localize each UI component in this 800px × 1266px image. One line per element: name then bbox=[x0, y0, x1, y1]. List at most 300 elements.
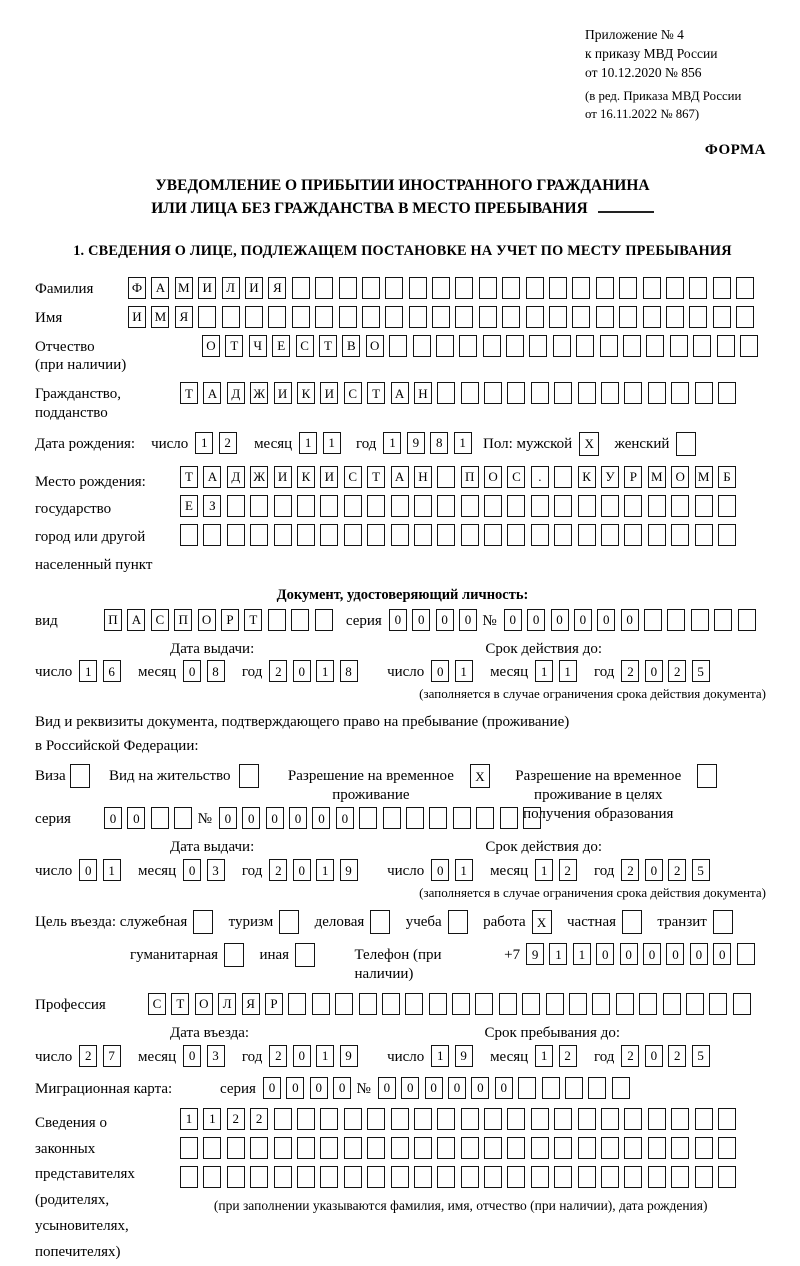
birthplace-row2-input-cell[interactable] bbox=[274, 495, 292, 517]
citizenship-input-cell[interactable] bbox=[484, 382, 502, 404]
legal-reps-row3-input-cell[interactable] bbox=[344, 1166, 362, 1188]
given-name-input-cell[interactable] bbox=[315, 306, 333, 328]
res-doc-number-input-cell[interactable]: 0 bbox=[312, 807, 330, 829]
legal-reps-row3-input-cell[interactable] bbox=[461, 1166, 479, 1188]
given-name-input-cell[interactable] bbox=[479, 306, 497, 328]
profession-input-cell[interactable] bbox=[709, 993, 727, 1015]
birthplace-row3-input-cell[interactable] bbox=[180, 524, 198, 546]
legal-reps-row1-input-cell[interactable]: 1 bbox=[203, 1108, 221, 1130]
id-doc-number-input-cell[interactable] bbox=[691, 609, 709, 631]
mig-card-number-input-cell[interactable]: 0 bbox=[471, 1077, 489, 1099]
surname-input-cell[interactable] bbox=[713, 277, 731, 299]
patronymic-input-cell[interactable] bbox=[483, 335, 501, 357]
res-doc-number-input[interactable] bbox=[219, 807, 546, 829]
stay-month-input-cell[interactable]: 1 bbox=[535, 1045, 553, 1067]
birthplace-row2-input-cell[interactable] bbox=[227, 495, 245, 517]
profession-input-cell[interactable] bbox=[382, 993, 400, 1015]
legal-reps-row3-input-cell[interactable] bbox=[227, 1166, 245, 1188]
legal-reps-row1-input-cell[interactable] bbox=[367, 1108, 385, 1130]
given-name-input-cell[interactable] bbox=[245, 306, 263, 328]
birthplace-row2-input-cell[interactable] bbox=[578, 495, 596, 517]
surname-input-cell[interactable] bbox=[619, 277, 637, 299]
birthplace-row2-input-cell[interactable] bbox=[250, 495, 268, 517]
legal-reps-row2-input-cell[interactable] bbox=[367, 1137, 385, 1159]
birthplace-row1-input-cell[interactable]: У bbox=[601, 466, 619, 488]
birthplace-row3-input-cell[interactable] bbox=[274, 524, 292, 546]
id-issue-day-input-cell[interactable]: 6 bbox=[103, 660, 121, 682]
id-doc-number-input[interactable] bbox=[504, 609, 761, 631]
birthplace-row1-input[interactable] bbox=[180, 466, 741, 488]
res-doc-series-input[interactable] bbox=[104, 807, 198, 829]
given-name-input-cell[interactable] bbox=[268, 306, 286, 328]
entry-day-input[interactable] bbox=[79, 1045, 126, 1067]
id-doc-number-input-cell[interactable] bbox=[644, 609, 662, 631]
sex-female-checkbox-cell[interactable] bbox=[676, 432, 696, 456]
legal-reps-row3-input-cell[interactable] bbox=[297, 1166, 315, 1188]
phone-number-input-cell[interactable]: 0 bbox=[643, 943, 661, 965]
phone-number-input-cell[interactable]: 9 bbox=[526, 943, 544, 965]
citizenship-input-cell[interactable] bbox=[578, 382, 596, 404]
sex-male-checkbox-cell[interactable]: X bbox=[579, 432, 599, 456]
legal-reps-row1-input-cell[interactable] bbox=[624, 1108, 642, 1130]
birthplace-row3-input-cell[interactable] bbox=[320, 524, 338, 546]
legal-reps-row1-input-cell[interactable]: 2 bbox=[250, 1108, 268, 1130]
mig-card-number-input-cell[interactable]: 0 bbox=[378, 1077, 396, 1099]
id-valid-month-input-cell[interactable]: 1 bbox=[559, 660, 577, 682]
id-doc-series-input-cell[interactable]: 0 bbox=[436, 609, 454, 631]
surname-input-cell[interactable] bbox=[666, 277, 684, 299]
legal-reps-row1-input-cell[interactable] bbox=[297, 1108, 315, 1130]
id-doc-number-input-cell[interactable]: 0 bbox=[574, 609, 592, 631]
given-name-input-cell[interactable] bbox=[549, 306, 567, 328]
birth-month-input-cell[interactable]: 1 bbox=[299, 432, 317, 454]
given-name-input-cell[interactable] bbox=[572, 306, 590, 328]
entry-year-input-cell[interactable]: 9 bbox=[340, 1045, 358, 1067]
citizenship-input-cell[interactable]: Т bbox=[180, 382, 198, 404]
legal-reps-row1-input-cell[interactable] bbox=[648, 1108, 666, 1130]
id-doc-number-input-cell[interactable]: 0 bbox=[621, 609, 639, 631]
entry-month-input-cell[interactable]: 0 bbox=[183, 1045, 201, 1067]
birthplace-row3-input-cell[interactable] bbox=[484, 524, 502, 546]
id-doc-series-input-cell[interactable]: 0 bbox=[412, 609, 430, 631]
patronymic-input-cell[interactable] bbox=[389, 335, 407, 357]
res-issue-year-input-cell[interactable]: 1 bbox=[316, 859, 334, 881]
purpose-work-checkbox[interactable] bbox=[532, 910, 557, 934]
birth-year-input[interactable] bbox=[383, 432, 477, 454]
stay-year-input-cell[interactable]: 5 bbox=[692, 1045, 710, 1067]
patronymic-input-cell[interactable] bbox=[413, 335, 431, 357]
surname-input-cell[interactable] bbox=[362, 277, 380, 299]
res-doc-number-input-cell[interactable] bbox=[429, 807, 447, 829]
patronymic-input-cell[interactable]: Т bbox=[225, 335, 243, 357]
entry-year-input[interactable] bbox=[269, 1045, 363, 1067]
id-valid-year-input-cell[interactable]: 2 bbox=[621, 660, 639, 682]
purpose-other-checkbox[interactable] bbox=[295, 943, 320, 967]
birthplace-row1-input-cell[interactable]: П bbox=[461, 466, 479, 488]
res-issue-day-input-cell[interactable]: 0 bbox=[79, 859, 97, 881]
profession-input-cell[interactable] bbox=[592, 993, 610, 1015]
legal-reps-row2-input-cell[interactable] bbox=[461, 1137, 479, 1159]
res-doc-number-input-cell[interactable] bbox=[476, 807, 494, 829]
patronymic-input-cell[interactable]: О bbox=[202, 335, 220, 357]
birthplace-row3-input-cell[interactable] bbox=[437, 524, 455, 546]
birthplace-row1-input-cell[interactable]: Д bbox=[227, 466, 245, 488]
birth-year-input-cell[interactable]: 8 bbox=[430, 432, 448, 454]
legal-reps-row1-input-cell[interactable] bbox=[484, 1108, 502, 1130]
purpose-business-checkbox[interactable] bbox=[370, 910, 395, 934]
mig-card-number-input[interactable] bbox=[378, 1077, 635, 1099]
legal-reps-row3-input-cell[interactable] bbox=[648, 1166, 666, 1188]
purpose-tourism-checkbox-cell[interactable] bbox=[279, 910, 299, 934]
profession-input-cell[interactable] bbox=[569, 993, 587, 1015]
birthplace-row3-input-cell[interactable] bbox=[507, 524, 525, 546]
profession-input-cell[interactable] bbox=[335, 993, 353, 1015]
id-issue-year-input-cell[interactable]: 1 bbox=[316, 660, 334, 682]
profession-input-cell[interactable]: Р bbox=[265, 993, 283, 1015]
entry-year-input-cell[interactable]: 0 bbox=[293, 1045, 311, 1067]
given-name-input-cell[interactable] bbox=[526, 306, 544, 328]
birthplace-row1-input-cell[interactable]: И bbox=[274, 466, 292, 488]
birthplace-row3-input-cell[interactable] bbox=[624, 524, 642, 546]
res-issue-year-input[interactable] bbox=[269, 859, 363, 881]
res-doc-number-input-cell[interactable] bbox=[383, 807, 401, 829]
legal-reps-row3-input[interactable] bbox=[180, 1166, 741, 1188]
birthplace-row3-input-cell[interactable] bbox=[695, 524, 713, 546]
legal-reps-row2-input-cell[interactable] bbox=[624, 1137, 642, 1159]
citizenship-input-cell[interactable] bbox=[624, 382, 642, 404]
profession-input-cell[interactable] bbox=[475, 993, 493, 1015]
legal-reps-row1-input-cell[interactable]: 1 bbox=[180, 1108, 198, 1130]
birthplace-row3-input-cell[interactable] bbox=[578, 524, 596, 546]
profession-input-cell[interactable] bbox=[405, 993, 423, 1015]
surname-input-cell[interactable] bbox=[455, 277, 473, 299]
id-issue-year-input-cell[interactable]: 8 bbox=[340, 660, 358, 682]
surname-input-cell[interactable]: М bbox=[175, 277, 193, 299]
birthplace-row2-input-cell[interactable] bbox=[695, 495, 713, 517]
legal-reps-row2-input-cell[interactable] bbox=[695, 1137, 713, 1159]
res-issue-day-input-cell[interactable]: 1 bbox=[103, 859, 121, 881]
id-issue-month-input-cell[interactable]: 8 bbox=[207, 660, 225, 682]
birthplace-row2-input-cell[interactable] bbox=[437, 495, 455, 517]
mig-card-number-input-cell[interactable] bbox=[612, 1077, 630, 1099]
res-doc-series-input-cell[interactable] bbox=[151, 807, 169, 829]
surname-input-cell[interactable] bbox=[339, 277, 357, 299]
profession-input-cell[interactable] bbox=[499, 993, 517, 1015]
birthplace-row3-input-cell[interactable] bbox=[227, 524, 245, 546]
surname-input-cell[interactable]: Ф bbox=[128, 277, 146, 299]
sex-male-checkbox[interactable] bbox=[579, 432, 604, 456]
phone-number-input-cell[interactable]: 0 bbox=[620, 943, 638, 965]
id-issue-day-input-cell[interactable]: 1 bbox=[79, 660, 97, 682]
surname-input-cell[interactable] bbox=[385, 277, 403, 299]
surname-input-cell[interactable] bbox=[572, 277, 590, 299]
res-valid-month-input[interactable] bbox=[535, 859, 582, 881]
birthplace-row1-input-cell[interactable]: А bbox=[203, 466, 221, 488]
id-issue-year-input-cell[interactable]: 2 bbox=[269, 660, 287, 682]
residence-permit-checkbox-cell[interactable] bbox=[239, 764, 259, 788]
citizenship-input-cell[interactable] bbox=[671, 382, 689, 404]
legal-reps-row2-input-cell[interactable] bbox=[180, 1137, 198, 1159]
profession-input-cell[interactable]: О bbox=[195, 993, 213, 1015]
citizenship-input-cell[interactable]: И bbox=[320, 382, 338, 404]
legal-reps-row2-input-cell[interactable] bbox=[601, 1137, 619, 1159]
id-doc-type-input-cell[interactable]: П bbox=[104, 609, 122, 631]
res-doc-series-input-cell[interactable] bbox=[174, 807, 192, 829]
id-valid-year-input-cell[interactable]: 0 bbox=[645, 660, 663, 682]
id-valid-day-input-cell[interactable]: 1 bbox=[455, 660, 473, 682]
birthplace-row2-input-cell[interactable] bbox=[297, 495, 315, 517]
legal-reps-row2-input-cell[interactable] bbox=[344, 1137, 362, 1159]
patronymic-input-cell[interactable]: С bbox=[296, 335, 314, 357]
entry-day-input-cell[interactable]: 7 bbox=[103, 1045, 121, 1067]
given-name-input-cell[interactable] bbox=[339, 306, 357, 328]
entry-year-input-cell[interactable]: 2 bbox=[269, 1045, 287, 1067]
id-valid-year-input-cell[interactable]: 5 bbox=[692, 660, 710, 682]
res-valid-year-input-cell[interactable]: 2 bbox=[621, 859, 639, 881]
patronymic-input-cell[interactable] bbox=[646, 335, 664, 357]
mig-card-number-input-cell[interactable] bbox=[518, 1077, 536, 1099]
profession-input-cell[interactable] bbox=[639, 993, 657, 1015]
id-valid-year-input[interactable] bbox=[621, 660, 715, 682]
given-name-input-cell[interactable] bbox=[362, 306, 380, 328]
birthplace-row1-input-cell[interactable]: С bbox=[344, 466, 362, 488]
birthplace-row3-input-cell[interactable] bbox=[648, 524, 666, 546]
id-valid-year-input-cell[interactable]: 2 bbox=[668, 660, 686, 682]
legal-reps-row3-input-cell[interactable] bbox=[624, 1166, 642, 1188]
stay-day-input-cell[interactable]: 9 bbox=[455, 1045, 473, 1067]
res-doc-number-input-cell[interactable]: 0 bbox=[289, 807, 307, 829]
legal-reps-row1-input-cell[interactable] bbox=[507, 1108, 525, 1130]
res-issue-month-input[interactable] bbox=[183, 859, 230, 881]
birthplace-row2-input-cell[interactable] bbox=[531, 495, 549, 517]
id-doc-type-input-cell[interactable]: Т bbox=[244, 609, 262, 631]
birthplace-row2-input-cell[interactable] bbox=[624, 495, 642, 517]
legal-reps-row3-input-cell[interactable] bbox=[554, 1166, 572, 1188]
legal-reps-row1-input-cell[interactable] bbox=[601, 1108, 619, 1130]
legal-reps-row1-input-cell[interactable]: 2 bbox=[227, 1108, 245, 1130]
birth-day-input[interactable] bbox=[195, 432, 242, 454]
citizenship-input-cell[interactable]: Ж bbox=[250, 382, 268, 404]
birthplace-row1-input-cell[interactable]: Ж bbox=[250, 466, 268, 488]
citizenship-input-cell[interactable] bbox=[507, 382, 525, 404]
patronymic-input-cell[interactable]: Ч bbox=[249, 335, 267, 357]
res-doc-number-input-cell[interactable] bbox=[359, 807, 377, 829]
legal-reps-row2-input-cell[interactable] bbox=[578, 1137, 596, 1159]
legal-reps-row1-input-cell[interactable] bbox=[391, 1108, 409, 1130]
profession-input-cell[interactable] bbox=[546, 993, 564, 1015]
birthplace-row2-input-cell[interactable]: З bbox=[203, 495, 221, 517]
legal-reps-row1-input-cell[interactable] bbox=[344, 1108, 362, 1130]
stay-year-input-cell[interactable]: 2 bbox=[621, 1045, 639, 1067]
profession-input-cell[interactable] bbox=[452, 993, 470, 1015]
given-name-input-cell[interactable]: И bbox=[128, 306, 146, 328]
legal-reps-row1-input-cell[interactable] bbox=[671, 1108, 689, 1130]
citizenship-input-cell[interactable]: Д bbox=[227, 382, 245, 404]
legal-reps-row3-input-cell[interactable] bbox=[180, 1166, 198, 1188]
birthplace-row2-input-cell[interactable]: Е bbox=[180, 495, 198, 517]
legal-reps-row1-input-cell[interactable] bbox=[461, 1108, 479, 1130]
given-name-input-cell[interactable] bbox=[292, 306, 310, 328]
profession-input[interactable] bbox=[148, 993, 756, 1015]
patronymic-input-cell[interactable] bbox=[459, 335, 477, 357]
patronymic-input-cell[interactable] bbox=[623, 335, 641, 357]
res-issue-year-input-cell[interactable]: 9 bbox=[340, 859, 358, 881]
birthplace-row3-input-cell[interactable] bbox=[250, 524, 268, 546]
entry-year-input-cell[interactable]: 1 bbox=[316, 1045, 334, 1067]
purpose-study-checkbox-cell[interactable] bbox=[448, 910, 468, 934]
legal-reps-row2-input[interactable] bbox=[180, 1137, 741, 1159]
patronymic-input-cell[interactable] bbox=[553, 335, 571, 357]
id-doc-number-input-cell[interactable] bbox=[714, 609, 732, 631]
mig-card-number-input-cell[interactable] bbox=[565, 1077, 583, 1099]
profession-input-cell[interactable]: Т bbox=[171, 993, 189, 1015]
birthplace-row2-input-cell[interactable] bbox=[367, 495, 385, 517]
birthplace-row3-input-cell[interactable] bbox=[531, 524, 549, 546]
res-valid-month-input-cell[interactable]: 2 bbox=[559, 859, 577, 881]
birthplace-row1-input-cell[interactable] bbox=[554, 466, 572, 488]
given-name-input-cell[interactable] bbox=[502, 306, 520, 328]
res-valid-day-input[interactable] bbox=[431, 859, 478, 881]
birth-year-input-cell[interactable]: 9 bbox=[407, 432, 425, 454]
entry-month-input-cell[interactable]: 3 bbox=[207, 1045, 225, 1067]
surname-input-cell[interactable]: Л bbox=[222, 277, 240, 299]
legal-reps-row1-input-cell[interactable] bbox=[437, 1108, 455, 1130]
surname-input-cell[interactable] bbox=[502, 277, 520, 299]
res-doc-number-input-cell[interactable]: 0 bbox=[242, 807, 260, 829]
birthplace-row1-input-cell[interactable]: И bbox=[320, 466, 338, 488]
birthplace-row1-input-cell[interactable]: К bbox=[578, 466, 596, 488]
citizenship-input-cell[interactable]: Т bbox=[367, 382, 385, 404]
surname-input-cell[interactable] bbox=[409, 277, 427, 299]
birthplace-row3-input-cell[interactable] bbox=[367, 524, 385, 546]
legal-reps-row3-input-cell[interactable] bbox=[414, 1166, 432, 1188]
patronymic-input-cell[interactable]: В bbox=[342, 335, 360, 357]
birth-day-input-cell[interactable]: 1 bbox=[195, 432, 213, 454]
residence-permit-checkbox[interactable] bbox=[239, 764, 264, 788]
birth-year-input-cell[interactable]: 1 bbox=[454, 432, 472, 454]
birthplace-row3-input-cell[interactable] bbox=[461, 524, 479, 546]
id-doc-type-input-cell[interactable] bbox=[268, 609, 286, 631]
legal-reps-row1-input-cell[interactable] bbox=[695, 1108, 713, 1130]
citizenship-input-cell[interactable] bbox=[601, 382, 619, 404]
surname-input[interactable] bbox=[128, 277, 760, 299]
legal-reps-row3-input-cell[interactable] bbox=[601, 1166, 619, 1188]
surname-input-cell[interactable]: И bbox=[245, 277, 263, 299]
purpose-private-checkbox[interactable] bbox=[622, 910, 647, 934]
phone-number-input-cell[interactable]: 1 bbox=[573, 943, 591, 965]
surname-input-cell[interactable] bbox=[549, 277, 567, 299]
stay-year-input-cell[interactable]: 2 bbox=[668, 1045, 686, 1067]
legal-reps-row3-input-cell[interactable] bbox=[671, 1166, 689, 1188]
legal-reps-row3-input-cell[interactable] bbox=[250, 1166, 268, 1188]
mig-card-series-input-cell[interactable]: 0 bbox=[333, 1077, 351, 1099]
res-issue-day-input[interactable] bbox=[79, 859, 126, 881]
profession-input-cell[interactable] bbox=[429, 993, 447, 1015]
purpose-humanitarian-checkbox[interactable] bbox=[224, 943, 249, 967]
citizenship-input[interactable] bbox=[180, 382, 741, 404]
phone-number-input-cell[interactable]: 0 bbox=[690, 943, 708, 965]
legal-reps-row3-input-cell[interactable] bbox=[320, 1166, 338, 1188]
birthplace-row3-input-cell[interactable] bbox=[297, 524, 315, 546]
mig-card-number-input-cell[interactable]: 0 bbox=[495, 1077, 513, 1099]
citizenship-input-cell[interactable] bbox=[648, 382, 666, 404]
birthplace-row2-input-cell[interactable] bbox=[344, 495, 362, 517]
profession-input-cell[interactable] bbox=[312, 993, 330, 1015]
legal-reps-row3-input-cell[interactable] bbox=[578, 1166, 596, 1188]
surname-input-cell[interactable] bbox=[315, 277, 333, 299]
patronymic-input-cell[interactable] bbox=[693, 335, 711, 357]
id-doc-series-input-cell[interactable]: 0 bbox=[459, 609, 477, 631]
birthplace-row1-input-cell[interactable]: О bbox=[484, 466, 502, 488]
given-name-input-cell[interactable] bbox=[666, 306, 684, 328]
id-valid-day-input[interactable] bbox=[431, 660, 478, 682]
entry-month-input[interactable] bbox=[183, 1045, 230, 1067]
res-valid-year-input-cell[interactable]: 0 bbox=[645, 859, 663, 881]
patronymic-input-cell[interactable] bbox=[600, 335, 618, 357]
legal-reps-row2-input-cell[interactable] bbox=[391, 1137, 409, 1159]
res-doc-number-input-cell[interactable]: 0 bbox=[336, 807, 354, 829]
surname-input-cell[interactable] bbox=[432, 277, 450, 299]
given-name-input-cell[interactable]: М bbox=[151, 306, 169, 328]
birthplace-row3-input-cell[interactable] bbox=[203, 524, 221, 546]
surname-input-cell[interactable]: И bbox=[198, 277, 216, 299]
temp-residence-edu-checkbox[interactable] bbox=[697, 764, 722, 788]
surname-input-cell[interactable] bbox=[689, 277, 707, 299]
legal-reps-row2-input-cell[interactable] bbox=[648, 1137, 666, 1159]
birth-day-input-cell[interactable]: 2 bbox=[219, 432, 237, 454]
legal-reps-row1-input-cell[interactable] bbox=[274, 1108, 292, 1130]
id-doc-type-input[interactable] bbox=[104, 609, 338, 631]
birthplace-row1-input-cell[interactable]: Т bbox=[180, 466, 198, 488]
purpose-transit-checkbox[interactable] bbox=[713, 910, 738, 934]
birthplace-row1-input-cell[interactable]: М bbox=[648, 466, 666, 488]
birthplace-row3-input-cell[interactable] bbox=[554, 524, 572, 546]
birthplace-row3-input-cell[interactable] bbox=[414, 524, 432, 546]
legal-reps-row2-input-cell[interactable] bbox=[531, 1137, 549, 1159]
citizenship-input-cell[interactable] bbox=[718, 382, 736, 404]
legal-reps-row1-input-cell[interactable] bbox=[414, 1108, 432, 1130]
birthplace-row1-input-cell[interactable]: О bbox=[671, 466, 689, 488]
stay-month-input[interactable] bbox=[535, 1045, 582, 1067]
legal-reps-row3-input-cell[interactable] bbox=[531, 1166, 549, 1188]
res-doc-number-input-cell[interactable] bbox=[500, 807, 518, 829]
patronymic-input[interactable] bbox=[202, 335, 763, 357]
mig-card-number-input-cell[interactable] bbox=[588, 1077, 606, 1099]
res-valid-month-input-cell[interactable]: 1 bbox=[535, 859, 553, 881]
birthplace-row2-input-cell[interactable] bbox=[320, 495, 338, 517]
phone-number-input-cell[interactable]: 1 bbox=[549, 943, 567, 965]
legal-reps-row2-input-cell[interactable] bbox=[250, 1137, 268, 1159]
purpose-private-checkbox-cell[interactable] bbox=[622, 910, 642, 934]
legal-reps-row2-input-cell[interactable] bbox=[227, 1137, 245, 1159]
legal-reps-row3-input-cell[interactable] bbox=[437, 1166, 455, 1188]
patronymic-input-cell[interactable] bbox=[436, 335, 454, 357]
purpose-official-checkbox[interactable] bbox=[193, 910, 218, 934]
patronymic-input-cell[interactable] bbox=[529, 335, 547, 357]
res-issue-month-input-cell[interactable]: 3 bbox=[207, 859, 225, 881]
birth-month-input-cell[interactable]: 1 bbox=[323, 432, 341, 454]
id-doc-number-input-cell[interactable]: 0 bbox=[597, 609, 615, 631]
given-name-input-cell[interactable] bbox=[385, 306, 403, 328]
surname-input-cell[interactable] bbox=[643, 277, 661, 299]
purpose-study-checkbox[interactable] bbox=[448, 910, 473, 934]
purpose-other-checkbox-cell[interactable] bbox=[295, 943, 315, 967]
stay-year-input[interactable] bbox=[621, 1045, 715, 1067]
citizenship-input-cell[interactable]: С bbox=[344, 382, 362, 404]
mig-card-number-input-cell[interactable] bbox=[542, 1077, 560, 1099]
surname-input-cell[interactable]: Я bbox=[268, 277, 286, 299]
legal-reps-row3-input-cell[interactable] bbox=[695, 1166, 713, 1188]
